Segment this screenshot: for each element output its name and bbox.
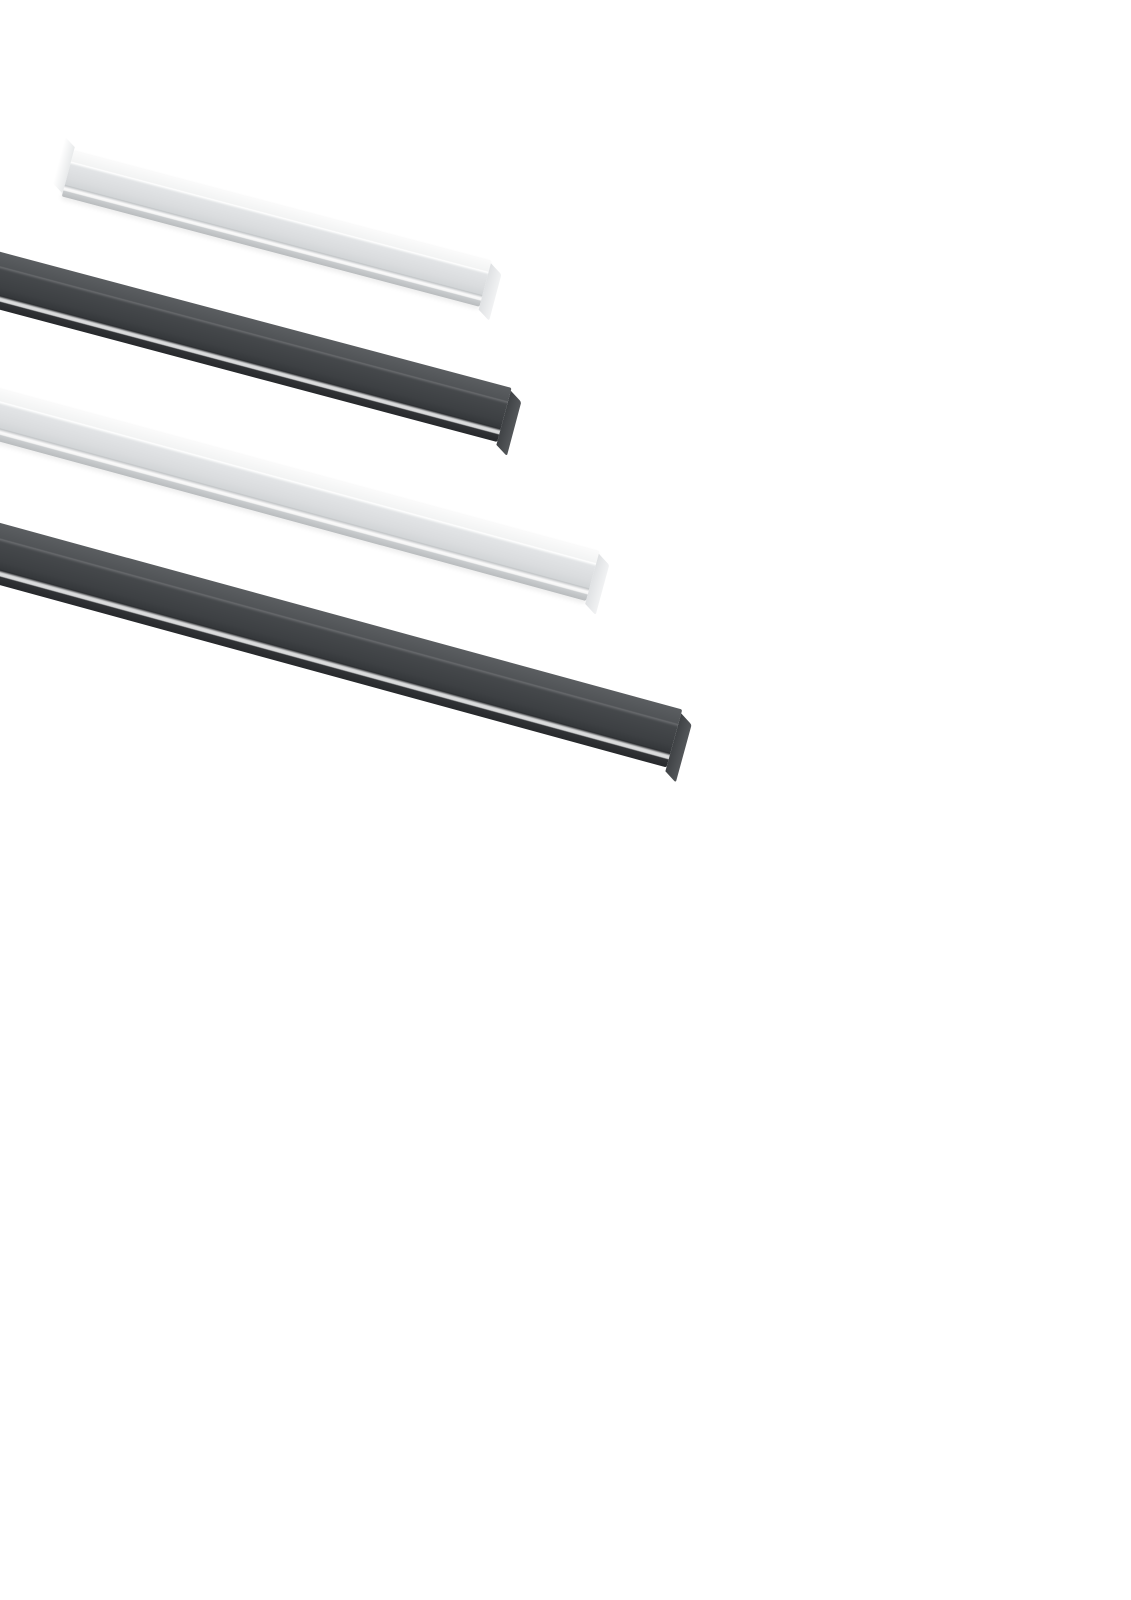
product-photo-white-small — [62, 150, 492, 307]
